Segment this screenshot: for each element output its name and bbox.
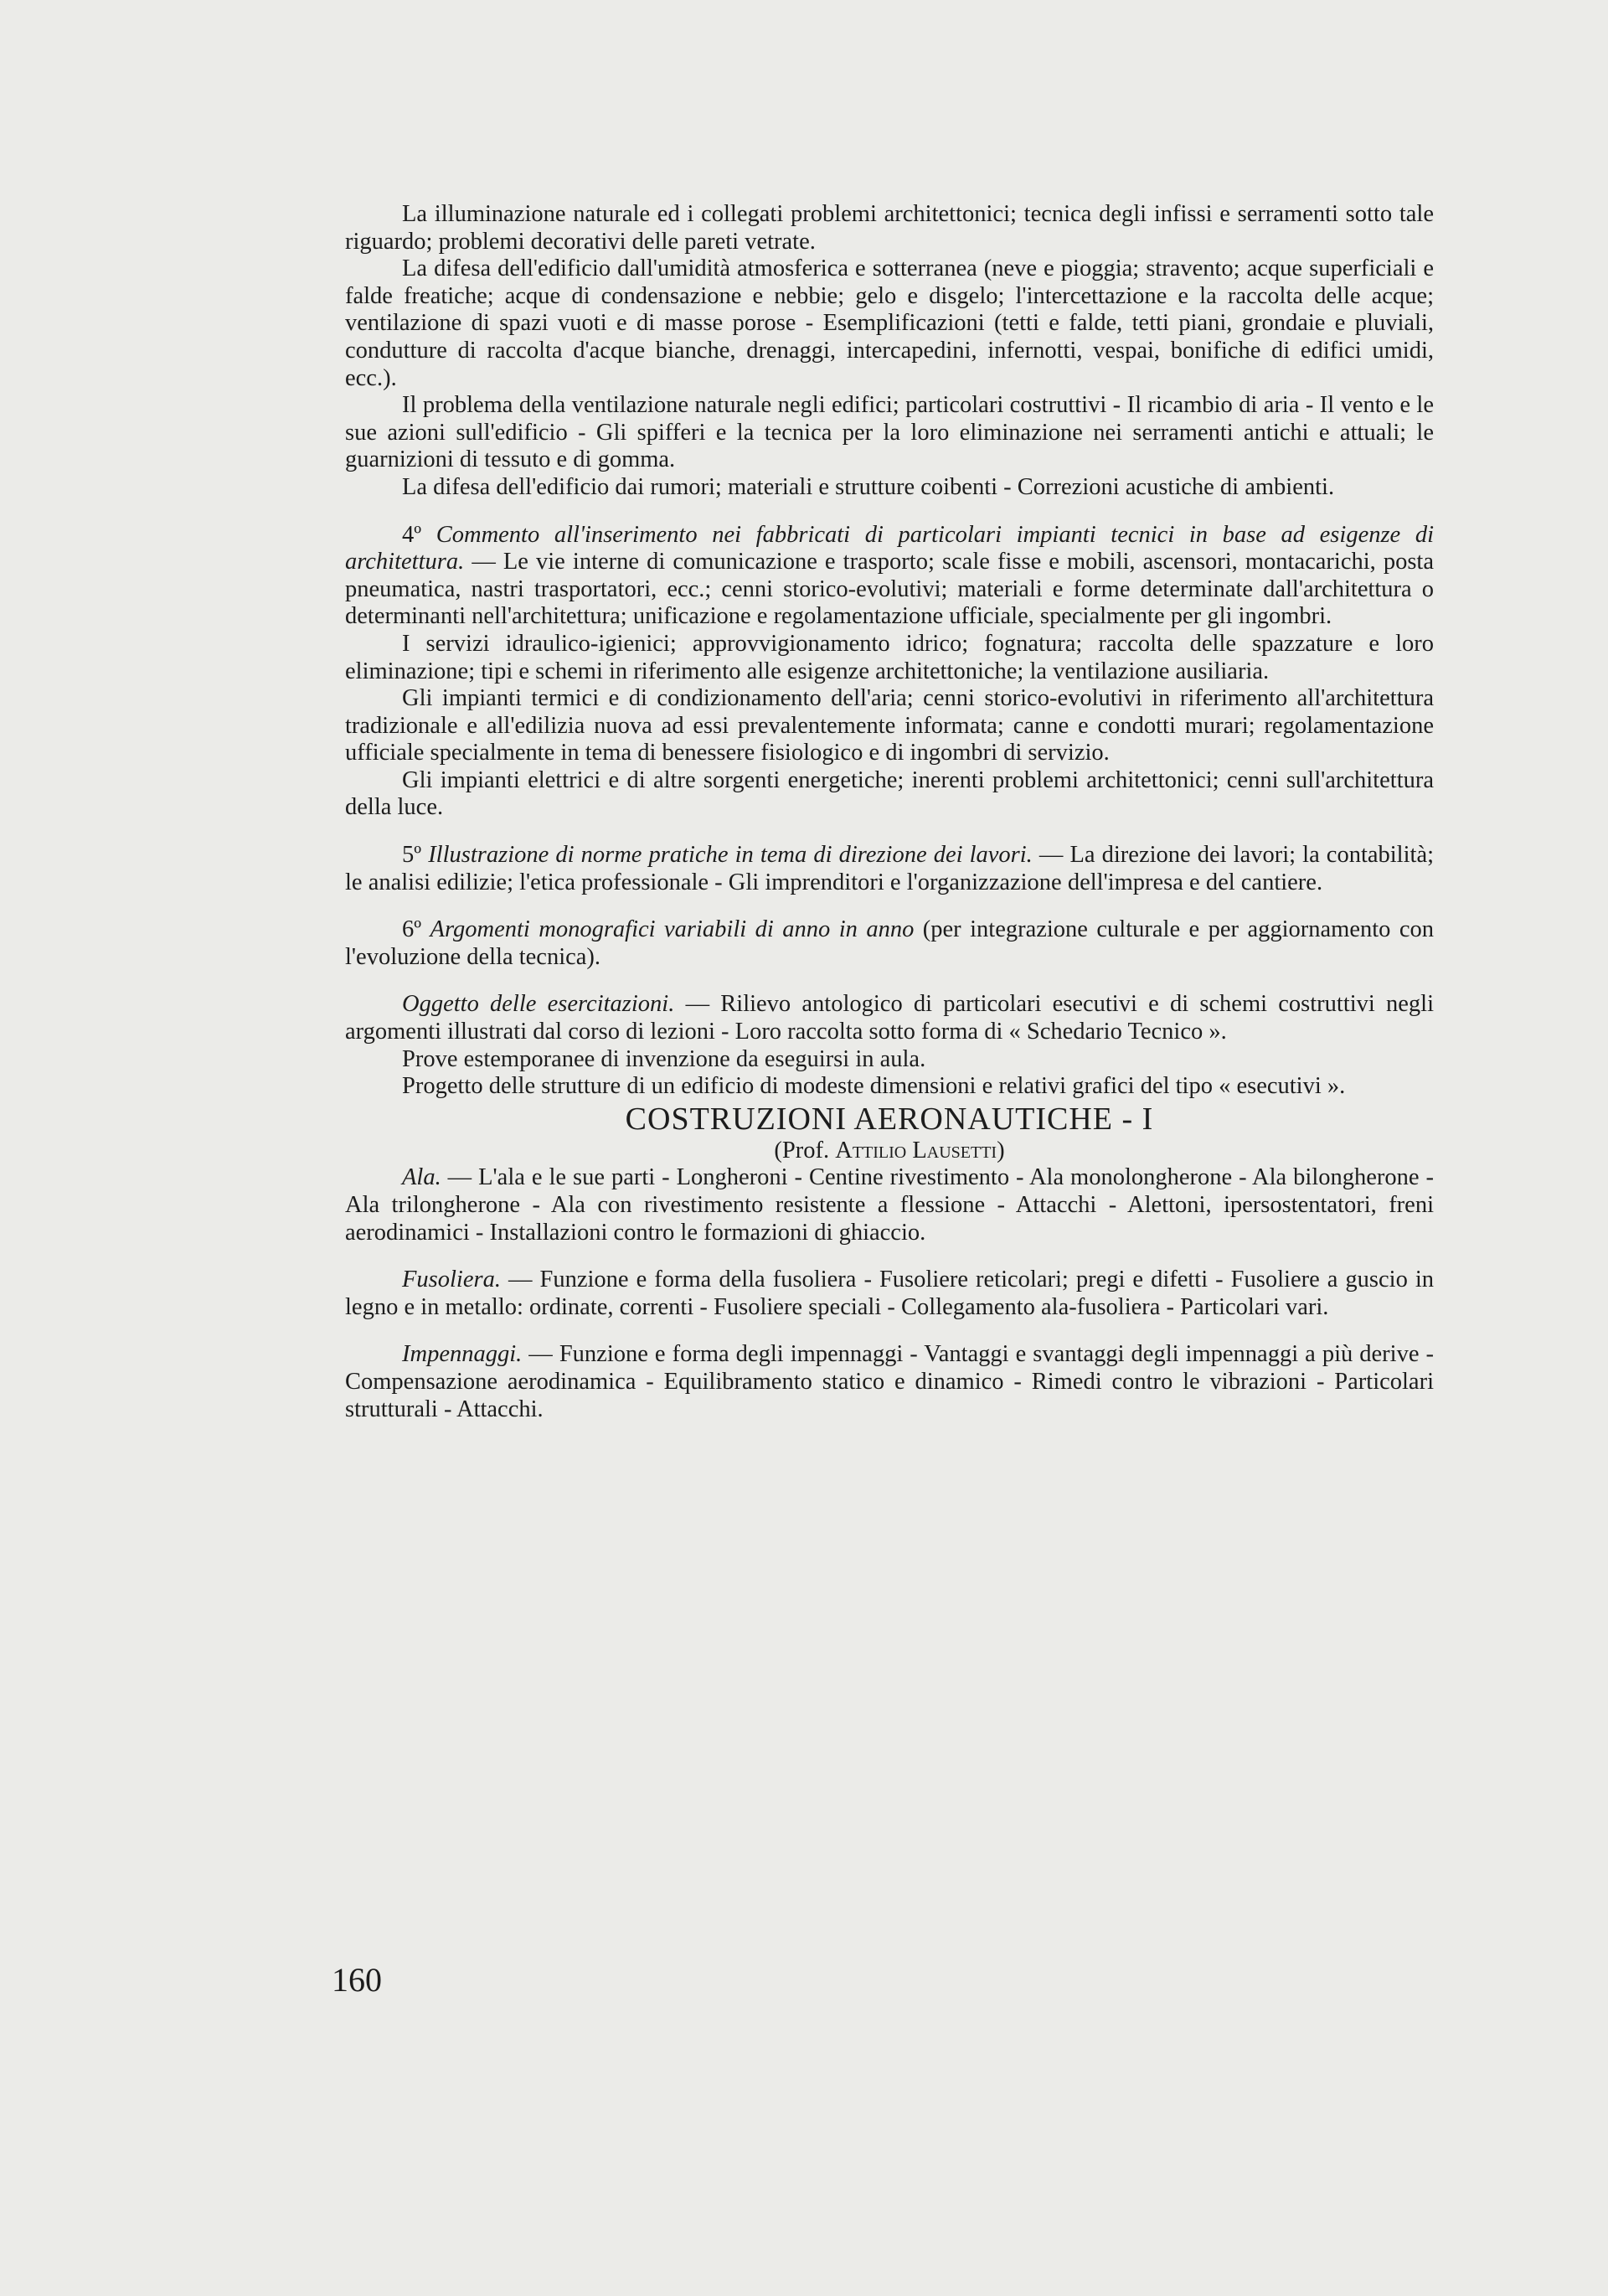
section-4 bbox=[345, 522, 1434, 631]
section-6-body: (per integrazione culturale e per aggiornamento con l'evoluzione della tecnica). bbox=[345, 916, 1435, 970]
body-text bbox=[345, 201, 1434, 1423]
topic-ala-title: Ala. bbox=[402, 1164, 441, 1191]
section-6-title: Argomenti monografici variabili di anno in anno bbox=[430, 916, 915, 943]
esercitazioni bbox=[345, 991, 1434, 1045]
section-6-number: 6º bbox=[402, 916, 422, 943]
page-number: 160 bbox=[332, 1961, 382, 1999]
topic-impennaggi-body: — Funzione e forma degli impennaggi - Vantaggi e svantaggi degli impennaggi a più derive - Compensazione aerodinamica - Equilibramento statico e dinamico - Rimedi contro le vibrazioni - Particolari strutturali - Attacchi. bbox=[345, 1341, 1434, 1422]
professor-prefix: (Prof. bbox=[774, 1137, 830, 1163]
topic-ala bbox=[345, 1164, 1434, 1246]
section-6 bbox=[345, 916, 1434, 971]
professor-suffix: ) bbox=[997, 1137, 1005, 1163]
paragraph-rumori: La difesa dell'edificio dai rumori; materiali e strutture coibenti - Correzioni acustiche di ambienti. bbox=[402, 473, 1335, 500]
esercitazioni-title: Oggetto delle esercitazioni. bbox=[402, 991, 675, 1018]
topic-ala-body: — L'ala e le sue parti - Longheroni - Centine rivestimento - Ala monolongherone - Ala bilongherone - Ala trilongherone - Ala con rivestimento resistente a flessione - Attacchi - Alettoni, ipersostentatori, freni aerodinamici - Installazioni contro le formazioni di ghiaccio. bbox=[345, 1164, 1434, 1246]
section-5 bbox=[345, 842, 1434, 896]
paragraph-illuminazione: La illuminazione naturale ed i collegati problemi architettonici; tecnica degli infissi e serramenti sotto tale riguardo; problemi decorativi delle pareti vetrate. bbox=[345, 201, 1434, 255]
paragraph-impianti-elettrici: Gli impianti elettrici e di altre sorgenti energetiche; inerenti problemi architettonici; cenni sull'architettura della luce. bbox=[345, 766, 1434, 821]
section-4-number: 4º bbox=[402, 521, 422, 548]
paragraph-prove: Prove estemporanee di invenzione da eseguirsi in aula. bbox=[402, 1045, 926, 1072]
paragraph-impianti-termici: Gli impianti termici e di condizionamento dell'aria; cenni storico-evolutivi in riferimento all'architettura tradizionale e all'edilizia nuova ad essi prevalentemente informata; canne e condotti murari; regolamentazione ufficiale specialmente in tema di benessere fisiologico e di ingombri di servizio. bbox=[345, 685, 1434, 766]
esercitazioni-body: — Rilievo antologico di particolari esecutivi e di schemi costruttivi negli argomenti illustrati dal corso di lezioni - Loro raccolta sotto forma di « Schedario Tecnico ». bbox=[345, 991, 1435, 1045]
section-5-number: 5º bbox=[402, 842, 422, 869]
paragraph-umidita: La difesa dell'edificio dall'umidità atmosferica e sotterranea (neve e pioggia; stravento; acque superficiali e falde freatiche; acque di condensazione e nebbie; gelo e disgelo; l'intercettazione e la raccolta delle acque; ventilazione di spazi vuoti e di masse porose - Esemplificazioni (tetti e falde, tetti piani, grondaie e pluviali, condutture di raccolta d'acque bianche, drenaggi, intercapedini, infernotti, vespai, bonifiche di edifici umidi, ecc.). bbox=[345, 255, 1434, 391]
topic-impennaggi-title: Impennaggi. bbox=[402, 1341, 523, 1368]
paragraph-progetto: Progetto delle strutture di un edificio di modeste dimensioni e relativi grafici del tipo « esecutivi ». bbox=[402, 1073, 1346, 1100]
topic-fusoliera-title: Fusoliera. bbox=[402, 1267, 501, 1293]
section-4-body: — Le vie interne di comunicazione e trasporto; scale fisse e mobili, ascensori, montacarichi, posta pneumatica, nastri trasportatori, ecc.; cenni storico-evolutivi; materiali e forme determinate dall'architettura o determinanti nell'architettura; unificazione e regolamentazione ufficiale, specialmente per gli ingombri. bbox=[345, 549, 1434, 630]
topic-fusoliera-body: — Funzione e forma della fusoliera - Fusoliere reticolari; pregi e difetti - Fusoliere a guscio in legno e in metallo: ordinate, correnti - Fusoliere speciali - Collegamento ala-fusoliera - Particolari vari. bbox=[345, 1267, 1435, 1320]
section-4-title: Commento all'inserimento nei fabbricati di particolari impianti tecnici in base ad esigenze di architettura. bbox=[345, 521, 1435, 575]
paragraph-servizi: I servizi idraulico-igienici; approvvigionamento idrico; fognatura; raccolta delle spazzature e loro eliminazione; tipi e schemi in riferimento alle esigenze architettoniche; la ventilazione ausiliaria. bbox=[345, 630, 1434, 684]
course-heading: COSTRUZIONI AERONAUTICHE - I bbox=[625, 1101, 1154, 1137]
section-5-body: — La direzione dei lavori; la contabilità; le analisi edilizie; l'etica professionale - Gli imprenditori e l'organizzazione dell'impresa e del cantiere. bbox=[345, 842, 1435, 895]
paragraph-ventilazione: Il problema della ventilazione naturale negli edifici; particolari costruttivi - Il ricambio di aria - Il vento e le sue azioni sull'edificio - Gli spifferi e la tecnica per la loro eliminazione nei serramenti antichi e attuali; le guarnizioni di tessuto e di gomma. bbox=[345, 392, 1434, 473]
topic-fusoliera bbox=[345, 1267, 1434, 1321]
topic-impennaggi bbox=[345, 1341, 1434, 1423]
professor-name: Attilio Lausetti bbox=[835, 1137, 997, 1163]
course-professor bbox=[345, 1138, 1434, 1165]
section-5-title: Illustrazione di norme pratiche in tema di direzione dei lavori. bbox=[428, 842, 1033, 869]
